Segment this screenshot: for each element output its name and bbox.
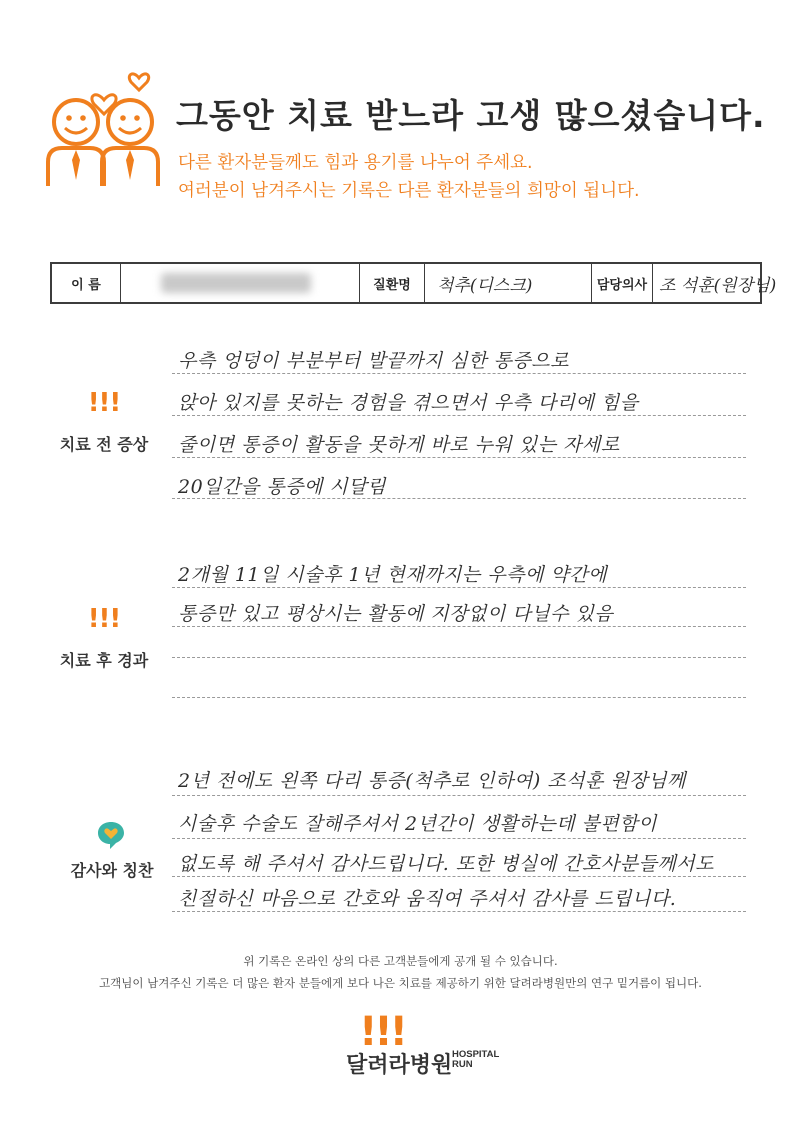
thanks-line-4: 친절하신 마음으로 간호와 움직여 주셔서 감사를 드립니다. [178, 888, 677, 910]
after-label: 치료 후 경과 [59, 651, 149, 670]
after-line-2: 통증만 있고 평상시는 활동에 지장없이 다닐수 있음 [178, 603, 614, 625]
logo-english-line-2: RUN [452, 1059, 473, 1070]
logo-name: 달려라병원 [346, 1053, 453, 1078]
doctor-label: 담당의사 [596, 277, 648, 293]
doctor-value: 조 석훈(원장님) [659, 275, 777, 296]
logo-english-line-1: HOSPITAL [452, 1049, 500, 1060]
subtitle-line-1: 다른 환자분들께도 힘과 용기를 나누어 주세요. [178, 153, 533, 173]
before-label: 치료 전 증상 [59, 435, 149, 454]
thanks-label: 감사와 칭찬 [70, 861, 154, 880]
info-table [50, 262, 777, 304]
page-title: 그동안 치료 받느라 고생 많으셨습니다. [176, 96, 766, 135]
footer-note-2: 고객님이 남겨주신 기록은 더 많은 환자 분들에게 보다 나은 치료를 제공하기 위한 달려라병원만의 연구 밑거름이 됩니다. [99, 976, 702, 990]
after-line-1: 2개월 11일 시술후 1년 현재까지는 우측에 약간에 [178, 564, 607, 586]
thanks-line-1: 2년 전에도 왼쪽 다리 통증(척추로 인하여) 조석훈 원장님께 [178, 770, 686, 792]
logo-exclamation-icon: !!! [359, 1009, 405, 1055]
before-line-2: 앉아 있지를 못하는 경험을 겪으면서 우측 다리에 힘을 [178, 392, 639, 414]
redacted-name [161, 273, 311, 293]
speech-bubble-heart-icon [96, 820, 126, 850]
footer-note-1: 위 기록은 온라인 상의 다른 고객분들에게 공개 될 수 있습니다. [243, 954, 558, 968]
mascot-icon [44, 62, 164, 192]
before-line-4: 20일간을 통증에 시달림 [178, 476, 386, 498]
before-line-1: 우측 엉덩이 부분부터 발끝까지 심한 통증으로 [178, 350, 569, 372]
thanks-line-3: 없도록 해 주셔서 감사드립니다. 또한 병실에 간호사분들께서도 [178, 853, 714, 875]
thanks-line-2: 시술후 수술도 잘해주셔서 2년간이 생활하는데 불편함이 [178, 813, 657, 835]
after-exclamation-icon: !!! [87, 604, 121, 634]
disease-label: 질환명 [373, 277, 411, 293]
subtitle-line-2: 여러분이 남겨주시는 기록은 다른 환자분들의 희망이 됩니다. [178, 181, 640, 201]
before-line-3: 줄이면 통증이 활동을 못하게 바로 누워 있는 자세로 [178, 434, 620, 456]
before-exclamation-icon: !!! [87, 388, 121, 418]
logo-english [452, 1050, 499, 1070]
name-label: 이 름 [71, 277, 101, 293]
name-value [121, 264, 359, 302]
disease-value: 척추(디스크) [437, 275, 533, 296]
